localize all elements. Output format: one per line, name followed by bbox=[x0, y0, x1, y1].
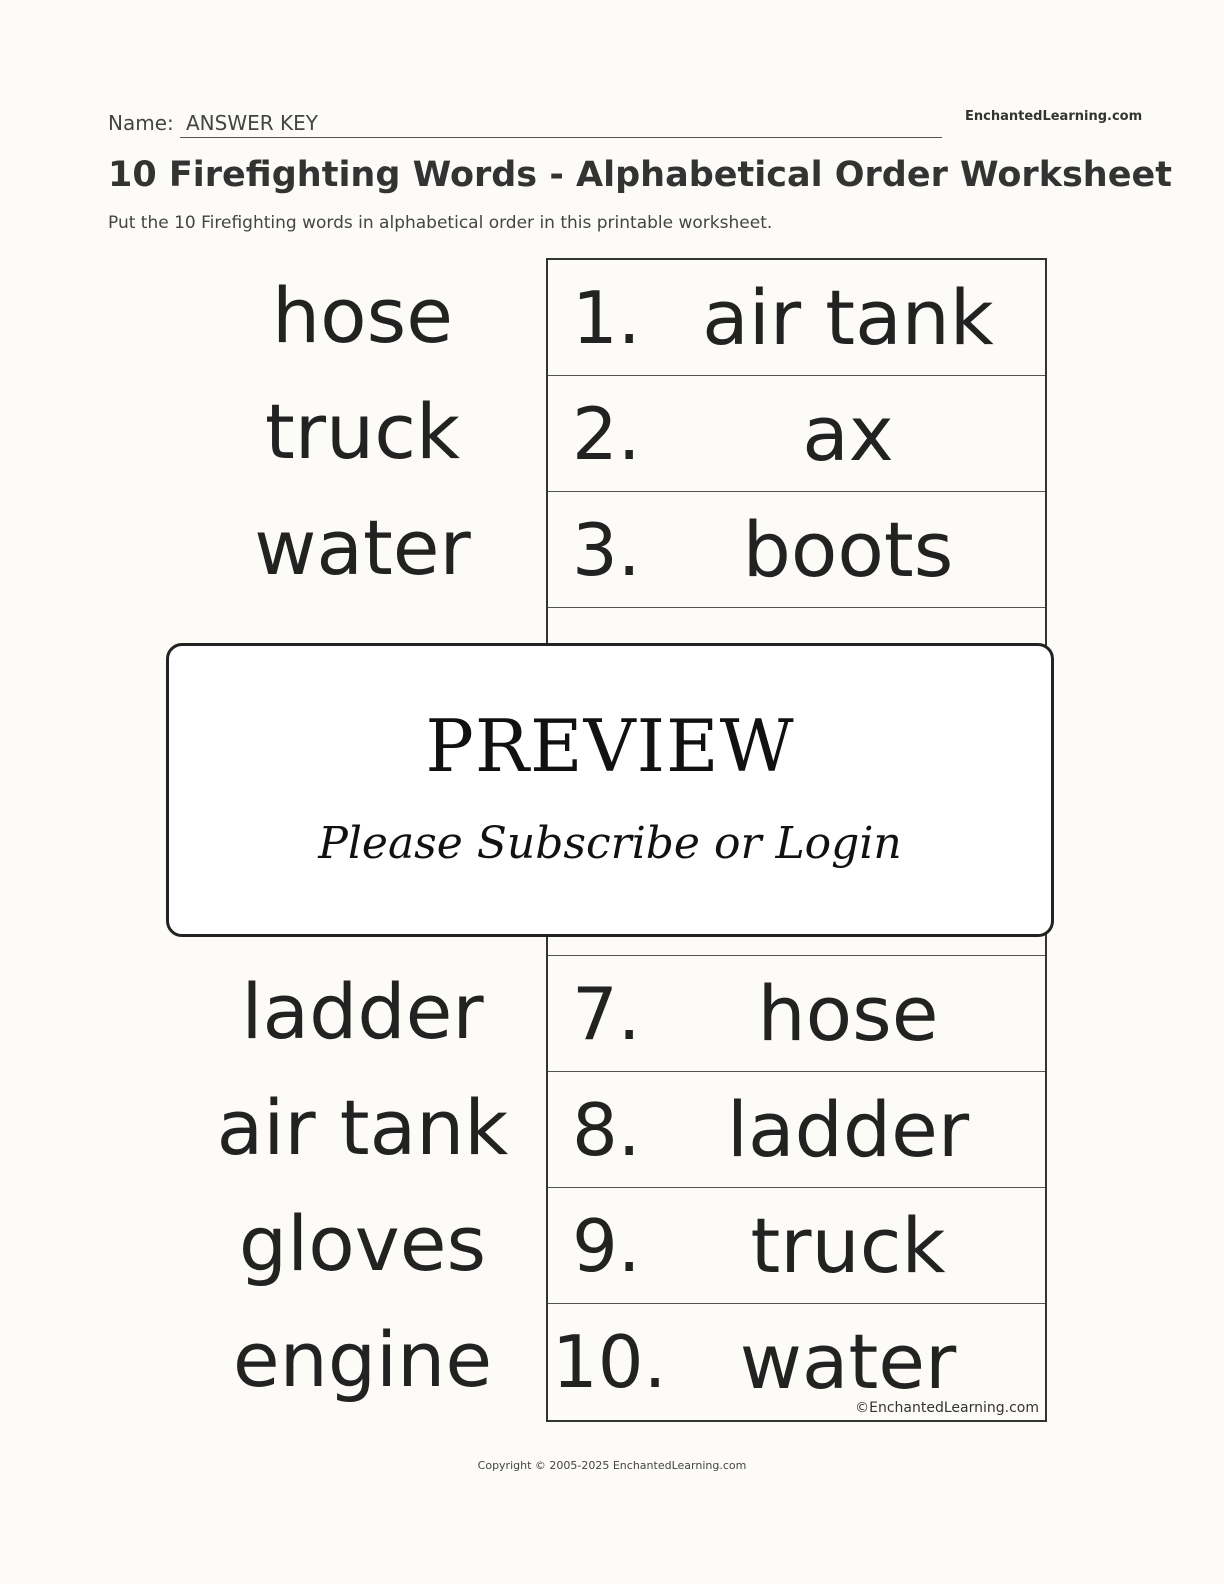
shuffled-word: water bbox=[254, 503, 471, 592]
preview-login-message[interactable]: Please Subscribe or Login bbox=[318, 818, 902, 869]
shuffled-word: engine bbox=[232, 1315, 493, 1404]
answer-row bbox=[548, 260, 1045, 376]
answer-number: 1. bbox=[572, 276, 641, 360]
site-logo-text[interactable]: EnchantedLearning.com bbox=[965, 109, 1143, 124]
answer-word: ladder bbox=[726, 1085, 970, 1174]
answer-row bbox=[548, 1188, 1045, 1304]
answer-number: 3. bbox=[572, 508, 641, 592]
page-title: 10 Firefighting Words - Alphabetical Order Worksheet bbox=[108, 155, 1172, 195]
shuffled-word: truck bbox=[264, 387, 460, 476]
shuffled-word: air tank bbox=[216, 1083, 509, 1172]
answer-row bbox=[548, 956, 1045, 1072]
name-field[interactable]: ANSWER KEY bbox=[180, 111, 942, 138]
answer-word: ax bbox=[802, 389, 894, 478]
answer-word: truck bbox=[750, 1201, 946, 1290]
page-subtitle: Put the 10 Firefighting words in alphabetical order in this printable worksheet. bbox=[108, 213, 773, 233]
shuffled-word: hose bbox=[271, 271, 454, 360]
preview-overlay[interactable] bbox=[166, 643, 1054, 937]
answer-number: 10. bbox=[552, 1320, 667, 1404]
answer-number: 8. bbox=[572, 1088, 641, 1172]
answer-row bbox=[548, 1072, 1045, 1188]
answer-word: hose bbox=[757, 969, 939, 1058]
answer-number: 9. bbox=[572, 1204, 641, 1288]
answer-number: 7. bbox=[572, 972, 641, 1056]
preview-heading: PREVIEW bbox=[425, 704, 795, 788]
answer-word: boots bbox=[742, 505, 954, 594]
answer-word: water bbox=[739, 1317, 957, 1406]
name-label: Name: bbox=[108, 111, 174, 135]
answer-row bbox=[548, 376, 1045, 492]
shuffled-word: ladder bbox=[241, 967, 484, 1056]
footer-copyright: Copyright © 2005-2025 EnchantedLearning.com bbox=[477, 1459, 747, 1472]
answer-word: air tank bbox=[702, 273, 994, 362]
table-credit: ©EnchantedLearning.com bbox=[855, 1400, 1039, 1416]
answer-number: 2. bbox=[572, 392, 641, 476]
shuffled-word: gloves bbox=[238, 1199, 487, 1288]
answer-row bbox=[548, 492, 1045, 608]
